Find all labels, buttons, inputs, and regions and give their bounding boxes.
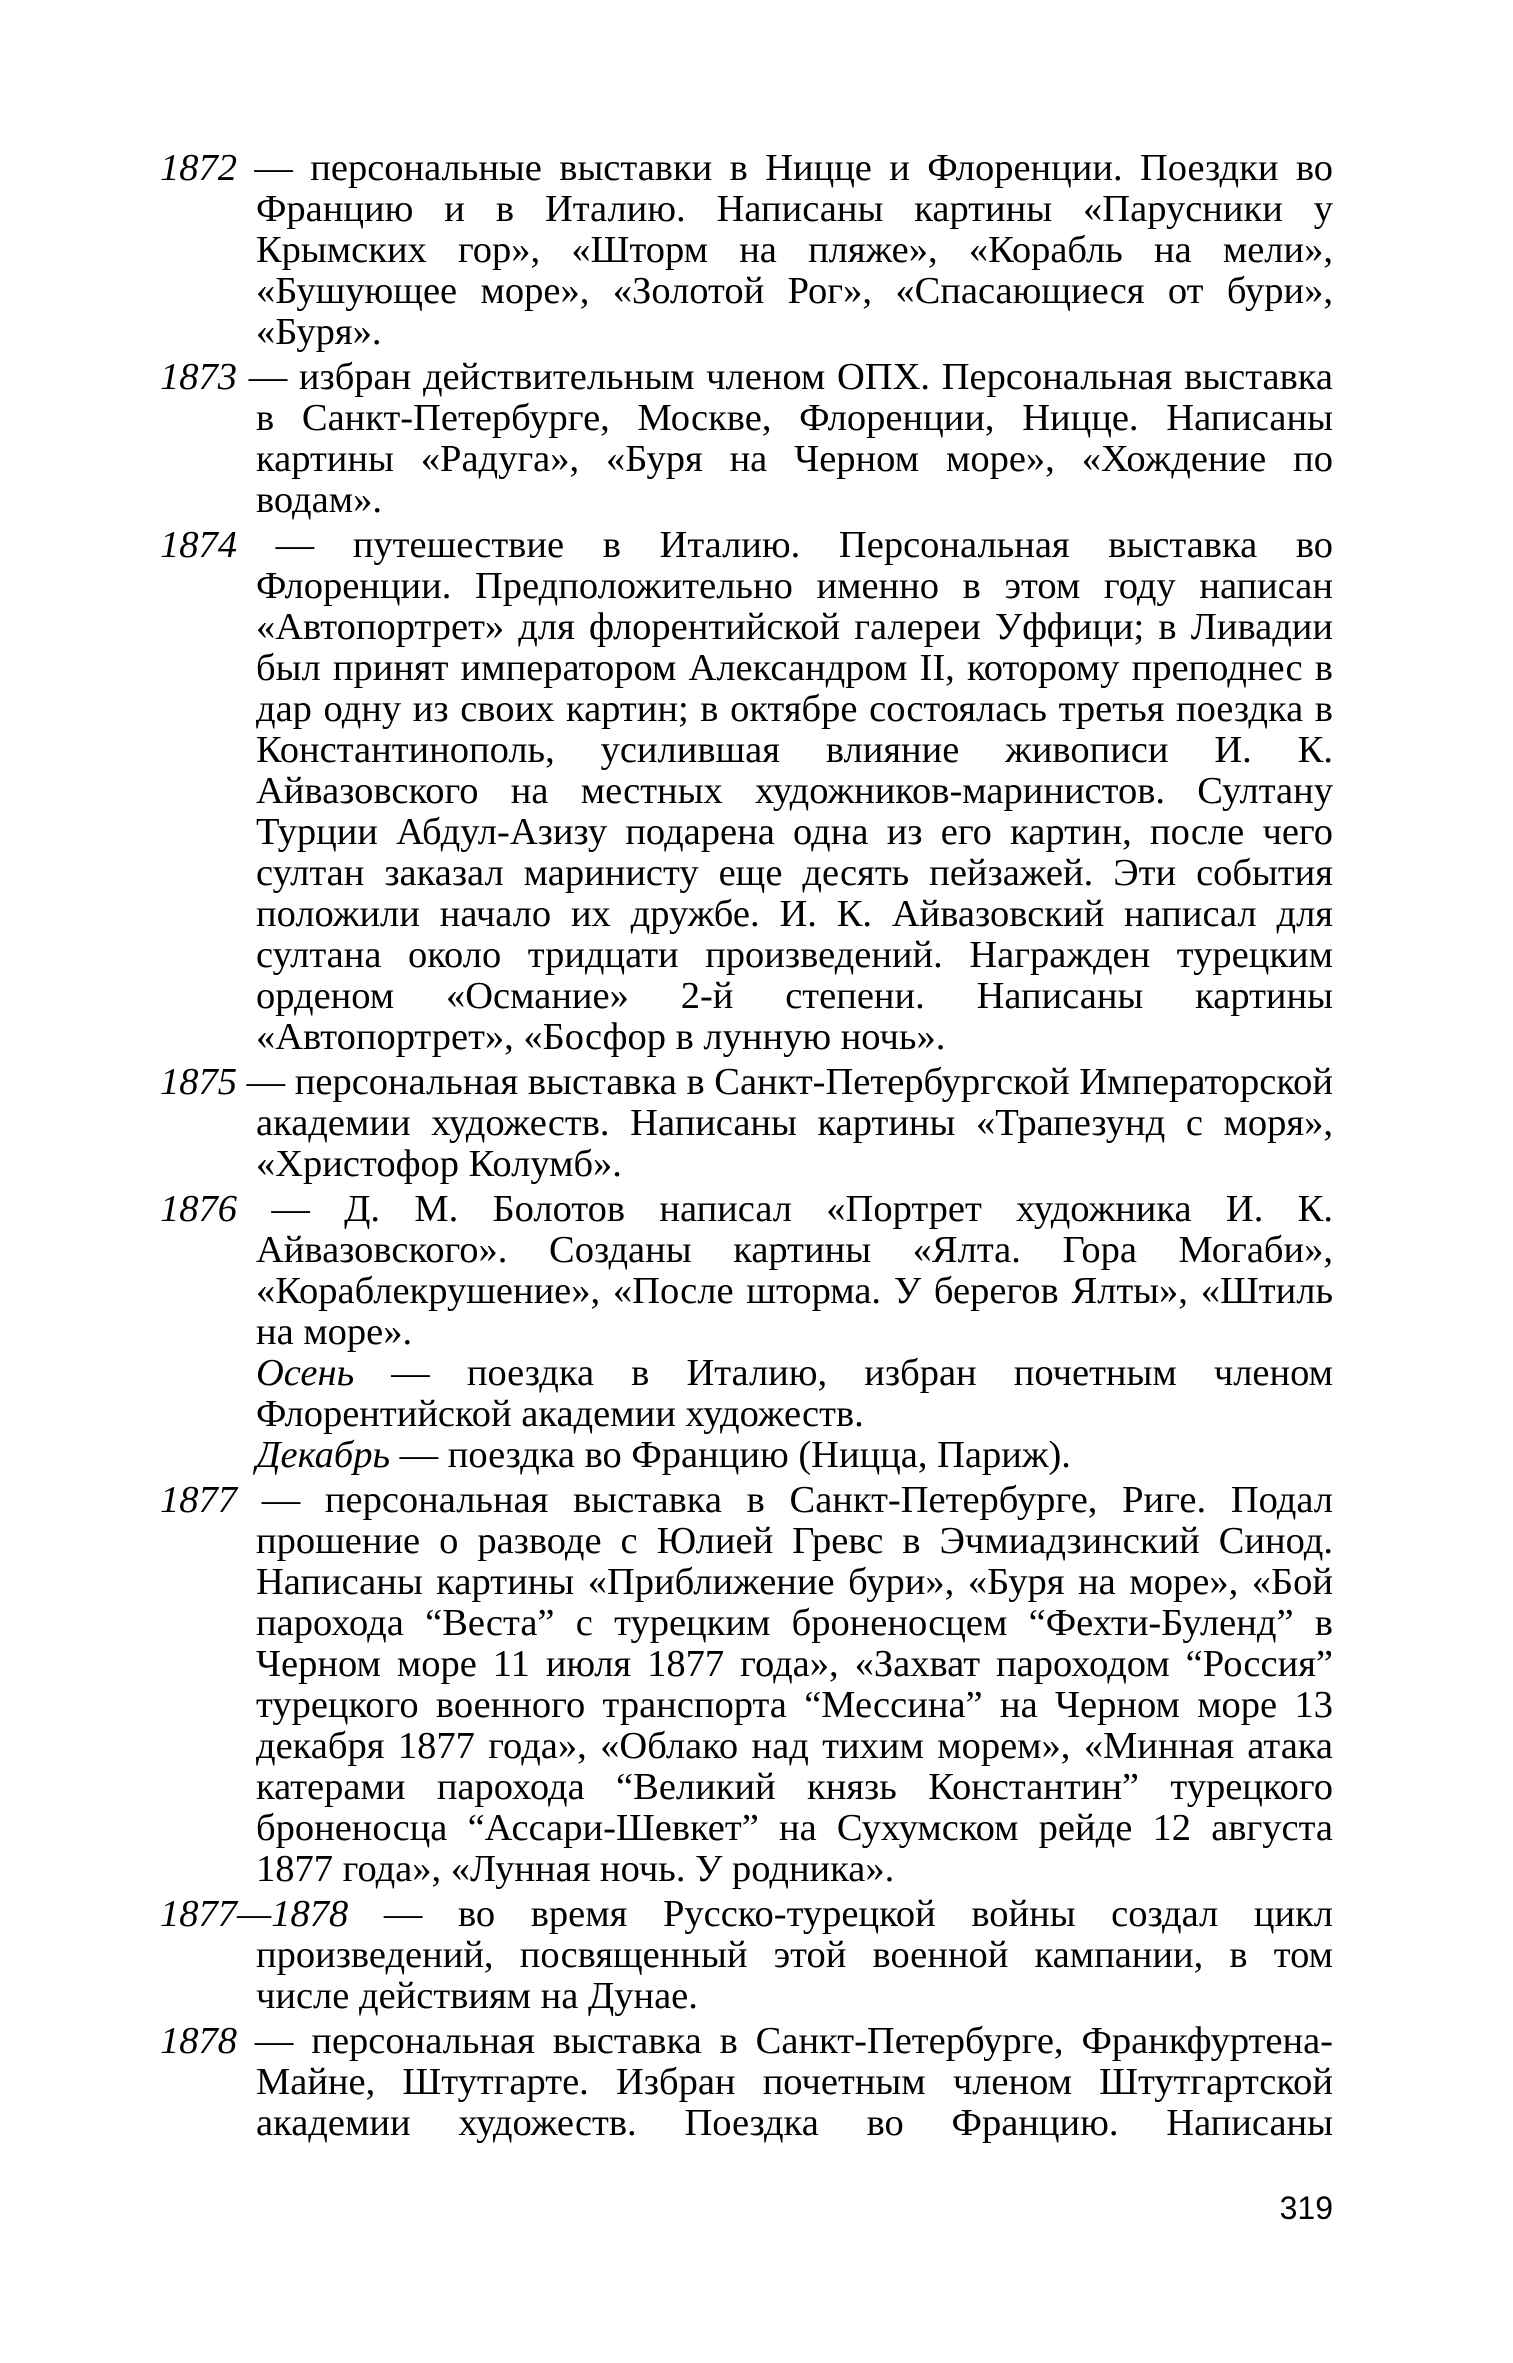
entry-year: 1876 <box>160 1188 237 1230</box>
entry-month: Декабрь <box>256 1434 391 1476</box>
entry-year: 1875 <box>160 1061 237 1103</box>
chronology-entry-1876 <box>160 1189 1333 1353</box>
chronology-entry-1874 <box>160 525 1333 1058</box>
entry-text: — поездка в Италию, избран почетным членом Флорентийской академии художеств. <box>256 1352 1333 1435</box>
chronology-entry-1878 <box>160 2021 1333 2144</box>
entry-text: — персональные выставки в Ницце и Флоренции. Поездки во Францию и в Италию. Написаны картины «Парусники у Крымских гор», «Шторм на пляже», «Корабль на мели», «Бушующее море», «Золотой Рог», «Спасающиеся от бури», «Буря». <box>237 147 1333 353</box>
entry-text: — персональная выставка в Санкт-Петербурге, Риге. Подал прошение о разводе с Юлией Гревс в Эчмиадзинский Синод. Написаны картины «Приближение бури», «Буря на море», «Бой парохода “Веста” с турецким броненосцем “Фехти-Буленд” в Черном море 11 июля 1877 года», «Захват пароходом “Россия” турецкого военного транспорта “Мессина” на Черном море 13 декабря 1877 года», «Облако над тихим морем», «Минная атака катерами парохода “Великий князь Константин” турецкого броненосца “Ассари-Шевкет” на Сухумском рейде 12 августа 1877 года», «Лунная ночь. У родника». <box>237 1479 1333 1890</box>
chronology-subentry-autumn <box>160 1353 1333 1435</box>
chronology-entry-1877 <box>160 1480 1333 1890</box>
chronology-text <box>160 148 1333 2148</box>
entry-year: 1874 <box>160 524 237 566</box>
chronology-entry-1872 <box>160 148 1333 353</box>
entry-text: — персональная выставка в Санкт-Петербурге, Франкфуртена-Майне, Штутгарте. Избран почетным членом Штутгартской академии художеств. Поездка во Францию. Написаны <box>237 2020 1333 2144</box>
entry-text: — во время Русско-турецкой войны создал цикл произведений, посвященный этой военной кампании, в том числе действиям на Дунае. <box>256 1893 1333 2017</box>
entry-text: — избран действительным членом ОПХ. Персональная выставка в Санкт-Петербурге, Москве, Флоренции, Ницце. Написаны картины «Радуга», «Буря на Черном море», «Хождение по водам». <box>237 356 1333 521</box>
chronology-subentry-december <box>160 1435 1333 1476</box>
entry-year: 1878 <box>160 2020 237 2062</box>
chronology-entry-1873 <box>160 357 1333 521</box>
entry-year: 1872 <box>160 147 237 189</box>
entry-text: — путешествие в Италию. Персональная выставка во Флоренции. Предположительно именно в этом году написан «Автопортрет» для флорентийской галереи Уффици; в Ливадии был принят императором Александром II, которому преподнес в дар одну из своих картин; в октябре состоялась третья поездка в Константинополь, усилившая влияние живописи И. К. Айвазовского на местных художников-маринистов. Султану Турции Абдул-Азизу подарена одна из его картин, после чего султан заказал маринисту еще десять пейзажей. Эти события положили начало их дружбе. И. К. Айвазовский написал для султана около тридцати произведений. Награжден турецким орденом «Османие» 2-й степени. Написаны картины «Автопортрет», «Босфор в лунную ночь». <box>237 524 1333 1058</box>
entry-text: — поездка во Францию (Ницца, Париж). <box>390 1434 1071 1476</box>
entry-season: Осень <box>256 1352 355 1394</box>
chronology-entry-1875 <box>160 1062 1333 1185</box>
entry-year: 1873 <box>160 356 237 398</box>
entry-year: 1877—1878 <box>160 1893 349 1935</box>
entry-text: — персональная выставка в Санкт-Петербургской Императорской академии художеств. Написаны картины «Трапезунд с моря», «Христофор Колумб». <box>237 1061 1333 1185</box>
entry-year: 1877 <box>160 1479 237 1521</box>
page-number: 319 <box>1279 2190 1333 2226</box>
chronology-entry-1877-1878 <box>160 1894 1333 2017</box>
entry-text: — Д. М. Болотов написал «Портрет художника И. К. Айвазовского». Созданы картины «Ялта. Гора Могаби», «Кораблекрушение», «После шторма. У берегов Ялты», «Штиль на море». <box>237 1188 1333 1353</box>
